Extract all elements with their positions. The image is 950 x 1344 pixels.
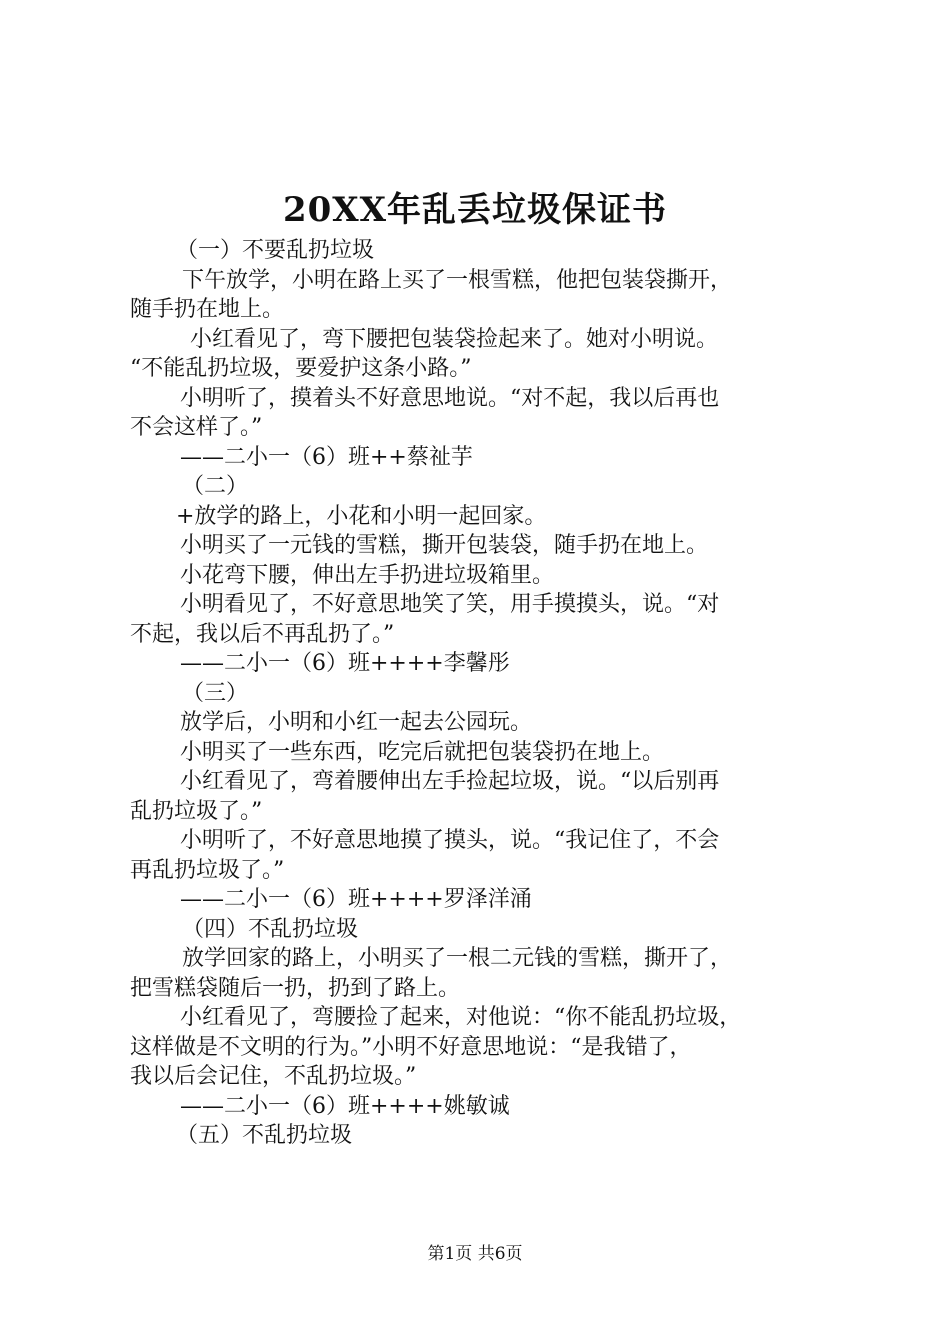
paragraph-line: 乱扔垃圾了。” bbox=[130, 798, 263, 824]
paragraph-line: 不会这样了。” bbox=[130, 415, 263, 440]
paragraph-line: 小明看见了，不好意思地笑了笑，用手摸摸头，说。“对 bbox=[180, 592, 720, 617]
paragraph-line: 小明买了一元钱的雪糕，撕开包装袋，随手扔在地上。 bbox=[180, 533, 709, 558]
paragraph-line: “不能乱扔垃圾，要爱护这条小路。” bbox=[130, 356, 472, 381]
paragraph-line: 把雪糕袋随后一扔，扔到了路上。 bbox=[130, 975, 461, 1001]
paragraph-line: 小明听了，不好意思地摸了摸头，说。“我记住了，不会 bbox=[180, 828, 720, 853]
paragraph-line: 小明买了一些东西，吃完后就把包装袋扔在地上。 bbox=[180, 739, 665, 765]
signature-line: ——二小一（6）班++蔡祉芋 bbox=[180, 444, 473, 470]
paragraph-line: 小明听了，摸着头不好意思地说。“对不起，我以后再也 bbox=[180, 385, 720, 411]
paragraph-line: 小红看见了，弯着腰伸出左手捡起垃圾，说。“以后别再 bbox=[180, 769, 720, 794]
paragraph-line: 下午放学，小明在路上买了一根雪糕，他把包装袋撕开， bbox=[182, 267, 733, 293]
signature-line: ——二小一（6）班++++李馨彤 bbox=[180, 651, 510, 676]
paragraph-line: 这样做是不文明的行为。”小明不好意思地说：“是我错了， bbox=[130, 1034, 692, 1060]
paragraph-line: 小红看见了，弯腰捡了起来，对他说：“你不能乱扔垃圾， bbox=[180, 1005, 742, 1030]
section-heading: （二） bbox=[182, 474, 249, 499]
paragraph-line: 不起，我以后不再乱扔了。” bbox=[130, 621, 395, 647]
signature-line: ——二小一（6）班++++罗泽洋涌 bbox=[180, 887, 532, 912]
paragraph-line: 我以后会记住，不乱扔垃圾。” bbox=[130, 1064, 417, 1089]
page-number-footer: 第1页 共6页 bbox=[427, 1244, 523, 1264]
section-heading: （五）不乱扔垃圾 bbox=[176, 1123, 353, 1148]
document-body bbox=[130, 236, 830, 1151]
paragraph-line: 放学回家的路上，小明买了一根二元钱的雪糕，撕开了， bbox=[182, 946, 733, 971]
paragraph-line: +放学的路上，小花和小明一起回家。 bbox=[176, 503, 547, 529]
paragraph-line: 小红看见了，弯下腰把包装袋捡起来了。她对小明说。 bbox=[190, 326, 719, 352]
section-heading: （三） bbox=[182, 680, 249, 706]
section-heading: （四）不乱扔垃圾 bbox=[182, 916, 359, 942]
paragraph-line: 随手扔在地上。 bbox=[130, 297, 285, 322]
section-heading: （一）不要乱扔垃圾 bbox=[176, 238, 375, 263]
paragraph-line: 放学后，小明和小红一起去公园玩。 bbox=[180, 710, 533, 735]
document-title: 20XX年乱丢垃圾保证书 bbox=[282, 190, 668, 230]
signature-line: ——二小一（6）班++++姚敏诚 bbox=[180, 1093, 510, 1119]
paragraph-line: 再乱扔垃圾了。” bbox=[130, 857, 285, 883]
paragraph-line: 小花弯下腰，伸出左手扔进垃圾箱里。 bbox=[180, 562, 555, 588]
